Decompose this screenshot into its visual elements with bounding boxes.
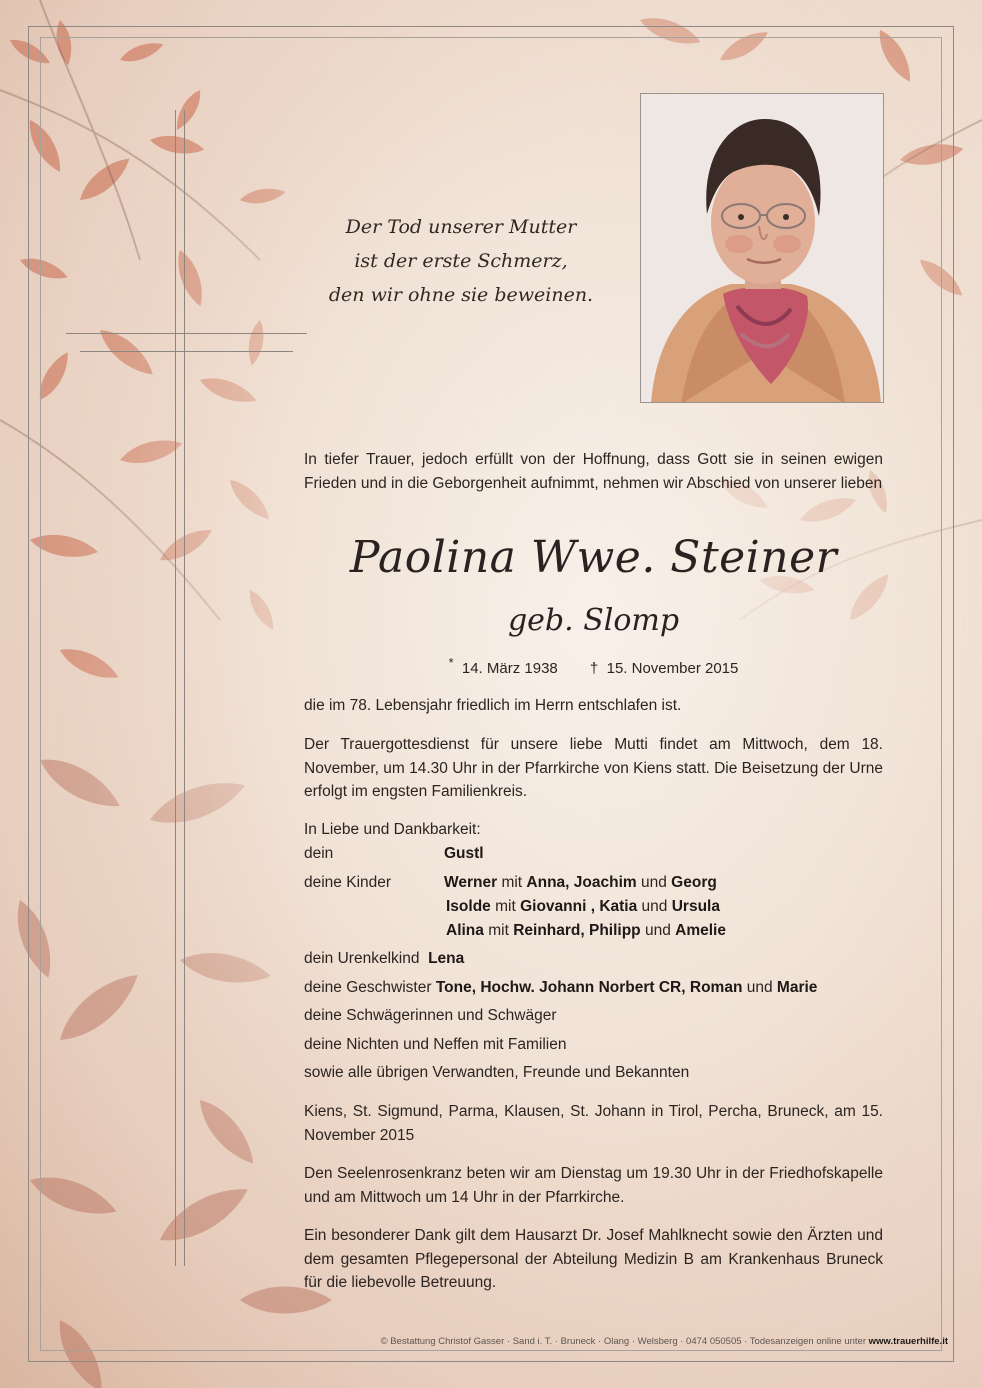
- footer-text: © Bestattung Christof Gasser · Sand i. T. · Bruneck · Olang · Welsberg · 0474 050505 · Todesanzeigen online unter: [380, 1336, 866, 1347]
- portrait-photo: [640, 93, 884, 403]
- connector-text: mit: [488, 922, 509, 939]
- mourner-row-children-3: [446, 919, 726, 942]
- birth-name: geb. Slomp: [507, 603, 680, 638]
- rosary-paragraph: Den Seelenrosenkranz beten wir am Dienstag um 19.30 Uhr in der Friedhofskapelle und am Mittwoch um 14 Uhr in der Pfarrkirche.: [304, 1165, 883, 1206]
- birth-symbol: *: [448, 656, 454, 670]
- death-symbol: †: [589, 660, 599, 677]
- quote-line: ist der erste Schmerz,: [354, 250, 568, 272]
- mourner-row-children-2: [446, 895, 720, 918]
- family-names: Anna, Joachim: [526, 874, 637, 891]
- mourner-label: dein Urenkelkind: [304, 950, 420, 967]
- mourner-row-others: sowie alle übrigen Verwandten, Freunde und Bekannten: [304, 1064, 690, 1081]
- memorial-quote: [300, 210, 622, 312]
- family-names: Georg: [671, 874, 717, 891]
- mourner-row-siblings: [304, 976, 817, 999]
- connector-text: mit: [501, 874, 523, 891]
- deceased-name: Paolina Wwe. Steiner: [349, 532, 838, 583]
- footer-website-link[interactable]: www.trauerhilfe.it: [868, 1336, 948, 1347]
- family-names: Ursula: [671, 898, 720, 915]
- child-name: Alina: [446, 922, 484, 939]
- places-and-date: Kiens, St. Sigmund, Parma, Klausen, St. Johann in Tirol, Percha, Bruneck, am 15. November 2015: [304, 1103, 883, 1144]
- intro-paragraph: In tiefer Trauer, jedoch erfüllt von der Hoffnung, dass Gott sie in seinen ewigen Frieden und in die Geborgenheit aufnimmt, nehmen wir Abschied von unserer lieben: [304, 451, 883, 492]
- sibling-name: Marie: [776, 979, 818, 996]
- family-names: Amelie: [675, 922, 726, 939]
- birth-date: 14. März 1938: [461, 660, 558, 677]
- mourner-label: dein: [304, 845, 334, 862]
- quote-line: Der Tod unserer Mutter: [345, 216, 577, 238]
- mourner-row-greatgrandchild: [304, 947, 464, 970]
- mourner-row-children-1: [304, 871, 717, 894]
- connector-text: und: [644, 922, 671, 939]
- thanks-paragraph: Ein besonderer Dank gilt dem Hausarzt Dr. Josef Mahlknecht sowie den Ärzten und dem gesamten Pflegepersonal der Abteilung Medizin B am Krankenhaus Bruneck für die liebevolle Betreuung.: [304, 1227, 883, 1291]
- birth-date-group: [448, 656, 558, 677]
- mourner-row-in-laws: deine Schwägerinnen und Schwäger: [304, 1007, 557, 1024]
- portrait-illustration: [641, 94, 884, 403]
- connector-text: und: [746, 979, 773, 996]
- mourner-row-nieces: deine Nichten und Neffen mit Familien: [304, 1036, 567, 1053]
- child-name: Isolde: [446, 898, 491, 915]
- mourner-row-husband: [304, 842, 484, 865]
- mourner-label: deine Kinder: [304, 874, 392, 891]
- mourner-name: Lena: [428, 950, 465, 967]
- mourner-name: Gustl: [444, 845, 484, 862]
- sibling-names: Tone, Hochw. Johann Norbert CR,: [435, 979, 686, 996]
- footer: [298, 1336, 948, 1347]
- mourner-label: deine Geschwister: [304, 979, 432, 996]
- life-dates: [304, 656, 883, 677]
- mourners-heading: In Liebe und Dankbarkeit:: [304, 821, 481, 838]
- death-date: 15. November 2015: [606, 660, 739, 677]
- family-names: Giovanni , Katia: [520, 898, 638, 915]
- family-names: Reinhard, Philipp: [513, 922, 641, 939]
- quote-line: den wir ohne sie beweinen.: [328, 284, 594, 306]
- child-name: Werner: [444, 874, 498, 891]
- connector-text: und: [640, 874, 667, 891]
- death-date-group: [590, 660, 738, 677]
- connector-text: und: [641, 898, 668, 915]
- sibling-name: Roman: [689, 979, 743, 996]
- passing-line: die im 78. Lebensjahr friedlich im Herrn entschlafen ist.: [304, 697, 682, 714]
- connector-text: mit: [495, 898, 516, 915]
- service-paragraph: Der Trauergottesdienst für unsere liebe Mutti findet am Mittwoch, dem 18. November, um 14.30 Uhr in der Pfarrkirche von Kiens statt. Die Beisetzung der Urne erfolgt im engsten Familienkreis.: [304, 736, 883, 800]
